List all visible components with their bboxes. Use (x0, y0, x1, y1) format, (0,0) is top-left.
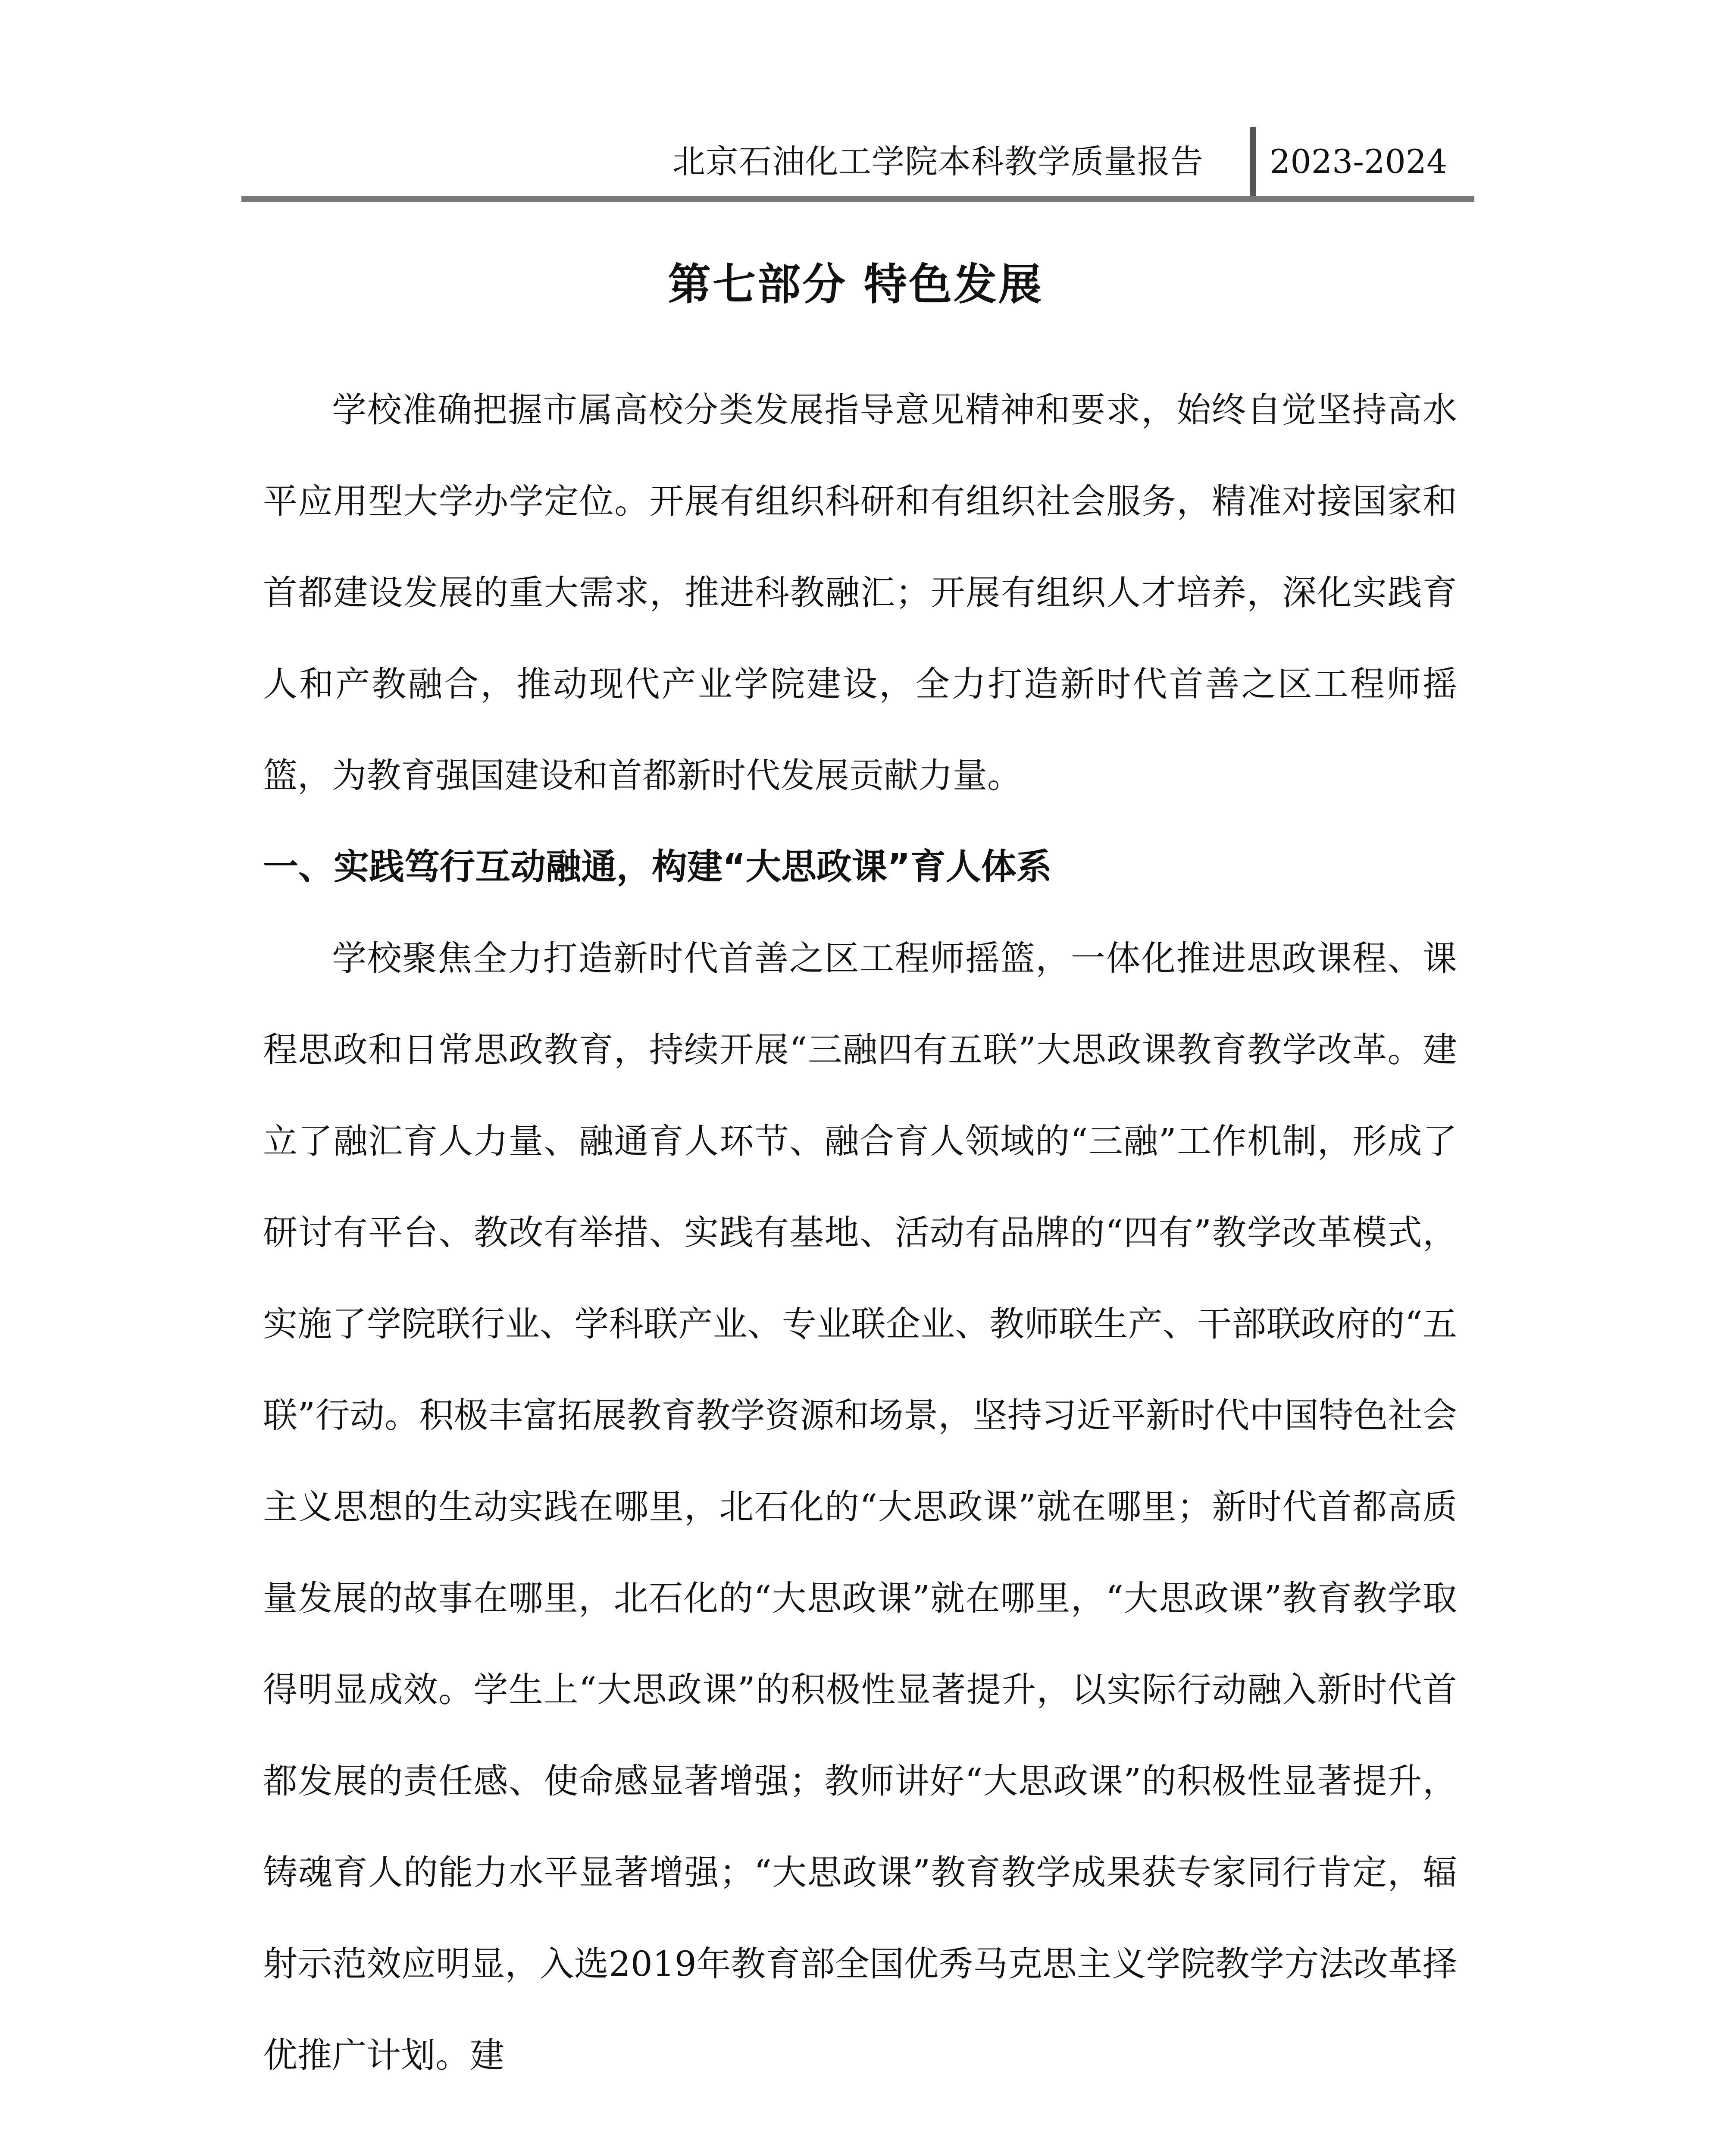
body-content (263, 364, 1457, 2101)
header-rule (241, 196, 1474, 202)
section-paragraph: 学校聚焦全力打造新时代首善之区工程师摇篮，一体化推进思政课程、课程思政和日常思政教育，持续开展“三融四有五联”大思政课教育教学改革。建立了融汇育人力量、融通育人环节、融合育人领域的“三融”工作机制，形成了研讨有平台、教改有举措、实践有基地、活动有品牌的“四有”教学改革模式，实施了学院联行业、学科联产业、专业联企业、教师联生产、干部联政府的“五联”行动。积极丰富拓展教育教学资源和场景，坚持习近平新时代中国特色社会主义思想的生动实践在哪里，北石化的“大思政课”就在哪里；新时代首都高质量发展的故事在哪里，北石化的“大思政课”就在哪里，“大思政课”教育教学取得明显成效。学生上“大思政课”的积极性显著提升，以实际行动融入新时代首都发展的责任感、使命感显著增强；教师讲好“大思政课”的积极性显著提升，铸魂育人的能力水平显著增强；“大思政课”教育教学成果获专家同行肯定，辐射示范效应明显，入选2019年教育部全国优秀马克思主义学院教学方法改革择优推广计划。建 (263, 938, 1457, 2075)
intro-paragraph: 学校准确把握市属高校分类发展指导意见精神和要求，始终自觉坚持高水平应用型大学办学定位。开展有组织科研和有组织社会服务，精准对接国家和首都建设发展的重大需求，推进科教融汇；开展有组织人才培养，深化实践育人和产教融合，推动现代产业学院建设，全力打造新时代首善之区工程师摇篮，为教育强国建设和首都新时代发展贡献力量。 (263, 390, 1457, 796)
report-year: 2023-2024 (1270, 142, 1448, 181)
report-title: 北京石油化工学院本科教学质量报告 (673, 142, 1204, 181)
page-header (241, 127, 1474, 203)
section-heading: 一、实践笃行互动融通，构建“大思政课”育人体系 (263, 846, 1052, 887)
part-title: 第七部分 特色发展 (668, 259, 1043, 310)
header-divider (1250, 127, 1256, 198)
